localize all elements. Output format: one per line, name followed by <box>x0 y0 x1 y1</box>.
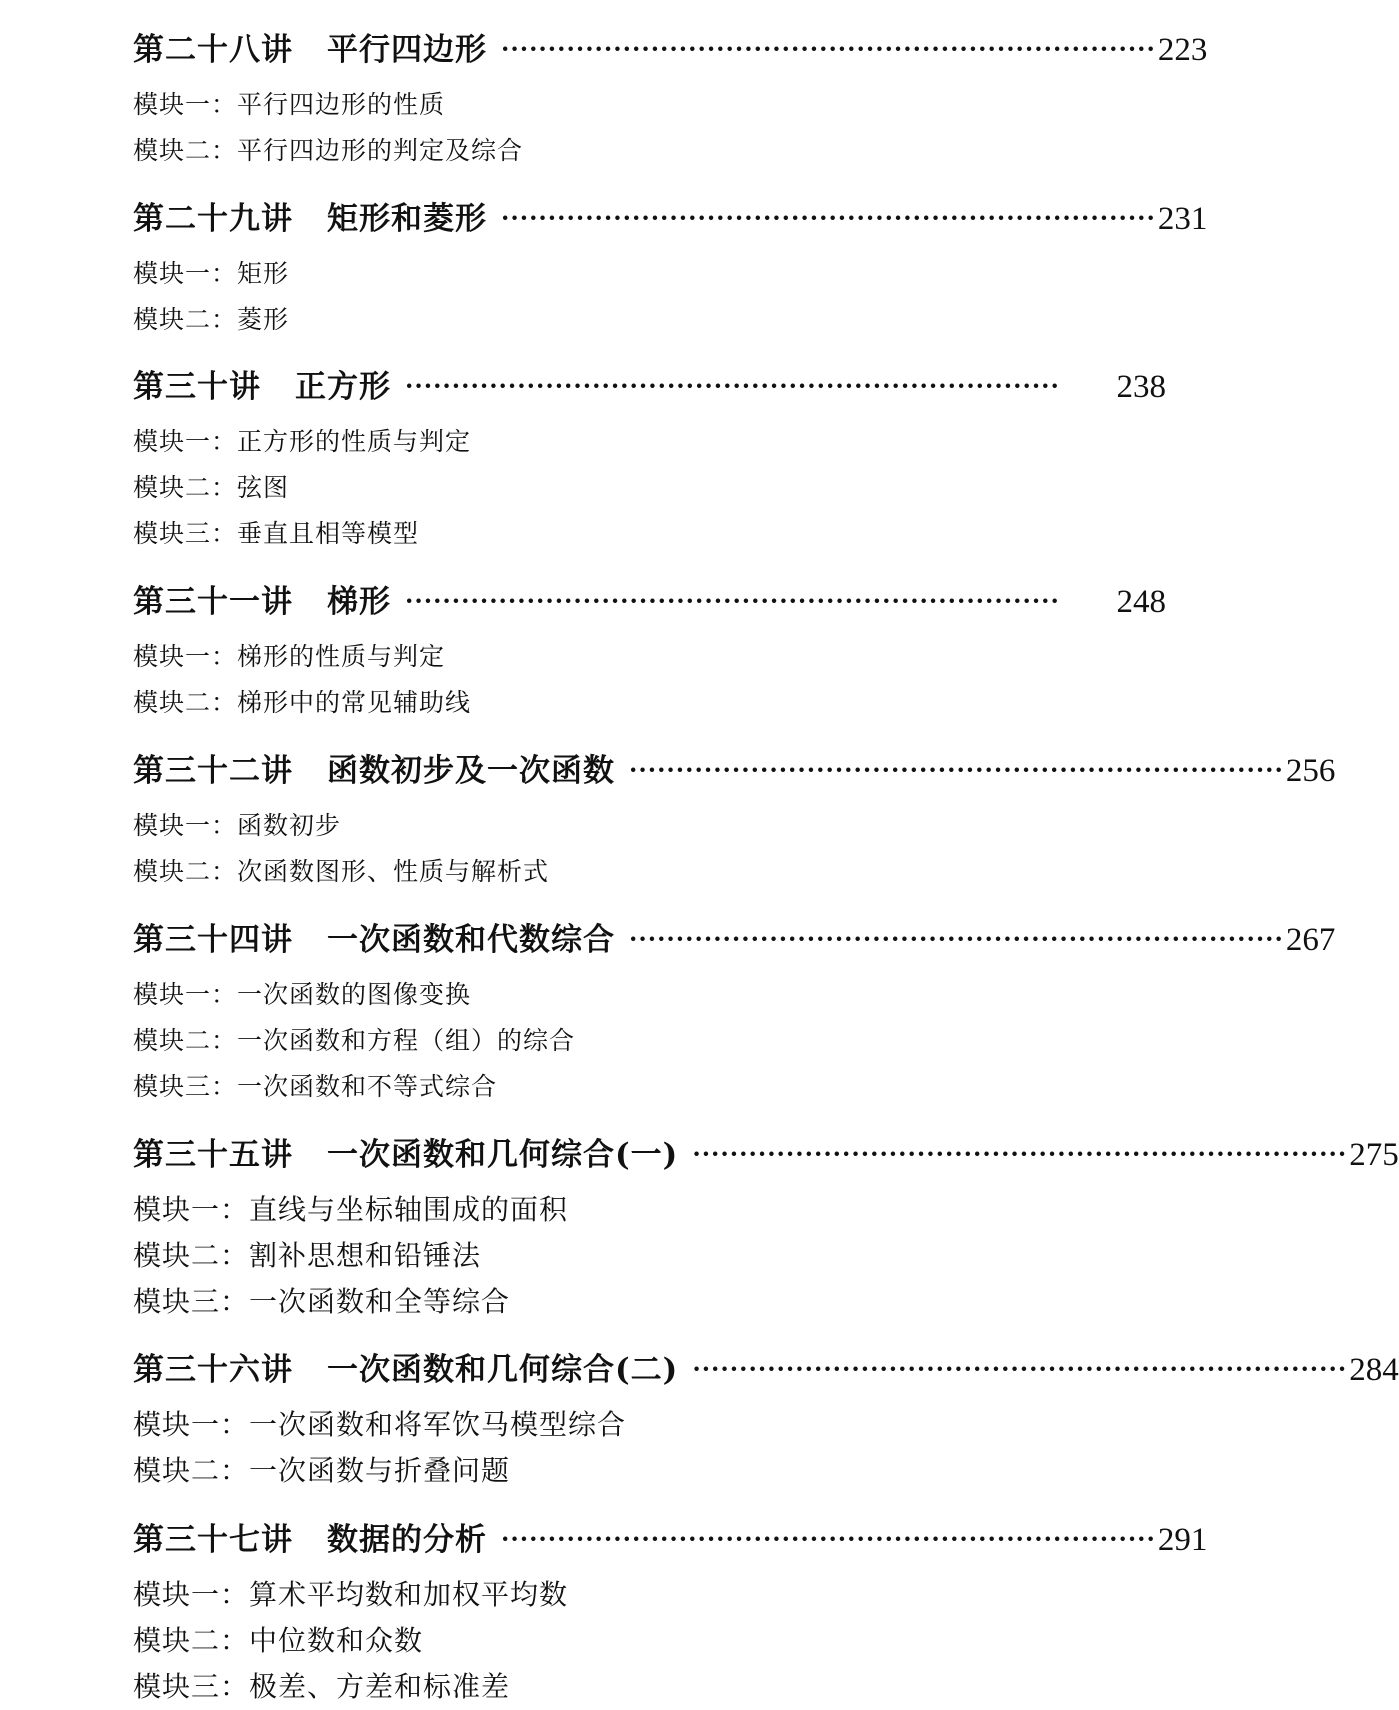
lecture-number: 第三十四讲 <box>133 922 293 958</box>
module-list <box>133 803 1166 895</box>
module-item: 模块一：平行四边形的性质 <box>133 90 446 119</box>
toc-entry-header[interactable] <box>133 914 1336 964</box>
module-list <box>133 251 1166 343</box>
toc-entry <box>133 1129 1399 1325</box>
page-number: 238 <box>1116 369 1166 405</box>
module-item: 模块三：垂直且相等模型 <box>133 519 420 548</box>
page-number: 275 <box>1349 1137 1399 1173</box>
module-item: 模块一：矩形 <box>133 259 290 288</box>
toc-entry <box>133 1514 1208 1710</box>
page-number: 291 <box>1157 1522 1208 1558</box>
module-item: 模块二：菱形 <box>133 305 290 334</box>
lecture-title: 一次函数和代数综合 <box>327 922 615 958</box>
toc-entry <box>133 361 1166 557</box>
lecture-title: 一次函数和几何综合(二) <box>327 1352 679 1388</box>
lecture-number: 第三十一讲 <box>133 584 293 620</box>
lecture-title: 一次函数和几何综合(一) <box>327 1137 679 1173</box>
page-number: 223 <box>1157 32 1208 68</box>
module-item: 模块二：弦图 <box>133 473 290 502</box>
lecture-title: 正方形 <box>295 369 391 405</box>
toc-entry <box>133 24 1208 174</box>
page-number: 267 <box>1285 922 1336 958</box>
module-list <box>133 972 1166 1110</box>
dot-leader: ······································································ <box>692 1354 1348 1383</box>
module-item: 模块一：一次函数和将军饮马模型综合 <box>133 1408 627 1441</box>
lecture-number: 第三十五讲 <box>133 1137 293 1173</box>
module-item: 模块一：正方形的性质与判定 <box>133 427 472 456</box>
toc-entry <box>133 745 1336 895</box>
module-item: 模块一：一次函数的图像变换 <box>133 980 472 1009</box>
module-list <box>133 1187 1193 1325</box>
page-number: 248 <box>1116 584 1166 620</box>
module-item: 模块一：算术平均数和加权平均数 <box>133 1578 569 1611</box>
module-item: 模块二：次函数图形、性质与解析式 <box>133 857 550 886</box>
toc-entry <box>133 1344 1399 1494</box>
module-item: 模块三：一次函数和全等综合 <box>133 1285 511 1318</box>
lecture-number: 第三十六讲 <box>133 1352 293 1388</box>
module-item: 模块二：梯形中的常见辅助线 <box>133 688 472 717</box>
module-item: 模块三：一次函数和不等式综合 <box>133 1072 498 1101</box>
lecture-title: 数据的分析 <box>327 1522 487 1558</box>
lecture-number: 第二十八讲 <box>133 32 293 68</box>
module-item: 模块二：中位数和众数 <box>133 1624 424 1657</box>
dot-leader: ······································································ <box>405 371 1060 400</box>
toc-entry-header[interactable] <box>133 576 1166 626</box>
module-item: 模块二：一次函数与折叠问题 <box>133 1454 511 1487</box>
module-list <box>133 1402 1193 1494</box>
toc-entry-header[interactable] <box>133 1344 1399 1394</box>
dot-leader: ······································································ <box>501 34 1156 63</box>
dot-leader: ······································································ <box>501 1524 1156 1553</box>
page-number: 231 <box>1157 201 1208 237</box>
toc-entry-header[interactable] <box>133 1129 1399 1179</box>
lecture-number: 第三十七讲 <box>133 1522 293 1558</box>
toc-entry <box>133 193 1208 343</box>
lecture-title: 函数初步及一次函数 <box>327 753 615 789</box>
lecture-title: 矩形和菱形 <box>327 201 487 237</box>
dot-leader: ······································································ <box>501 203 1156 232</box>
toc-entry-header[interactable] <box>133 1514 1208 1564</box>
module-item: 模块一：函数初步 <box>133 811 342 840</box>
lecture-number: 第三十二讲 <box>133 753 293 789</box>
dot-leader: ······································································ <box>629 755 1284 784</box>
dot-leader: ······································································ <box>692 1139 1348 1168</box>
module-list <box>133 419 1166 557</box>
lecture-title: 平行四边形 <box>327 32 487 68</box>
lecture-number: 第三十讲 <box>133 369 261 405</box>
module-item: 模块一：直线与坐标轴围成的面积 <box>133 1193 569 1226</box>
toc-entry <box>133 576 1166 726</box>
toc-entry-header[interactable] <box>133 193 1208 243</box>
toc-entry <box>133 914 1336 1110</box>
toc-entry-header[interactable] <box>133 745 1336 795</box>
lecture-title: 梯形 <box>327 584 391 620</box>
module-item: 模块二：一次函数和方程（组）的综合 <box>133 1026 576 1055</box>
page-number: 284 <box>1349 1352 1399 1388</box>
module-list <box>133 82 1166 174</box>
lecture-number: 第二十九讲 <box>133 201 293 237</box>
module-item: 模块二：平行四边形的判定及综合 <box>133 136 524 165</box>
page-number: 256 <box>1285 753 1336 789</box>
module-list <box>133 634 1166 726</box>
dot-leader: ······································································ <box>405 586 1060 615</box>
dot-leader: ······································································ <box>629 924 1284 953</box>
module-list <box>133 1572 1166 1710</box>
module-item: 模块一：梯形的性质与判定 <box>133 642 446 671</box>
toc-entry-header[interactable] <box>133 361 1166 411</box>
module-item: 模块三：极差、方差和标准差 <box>133 1670 511 1703</box>
module-item: 模块二：割补思想和铅锤法 <box>133 1239 482 1272</box>
toc-entry-header[interactable] <box>133 24 1208 74</box>
